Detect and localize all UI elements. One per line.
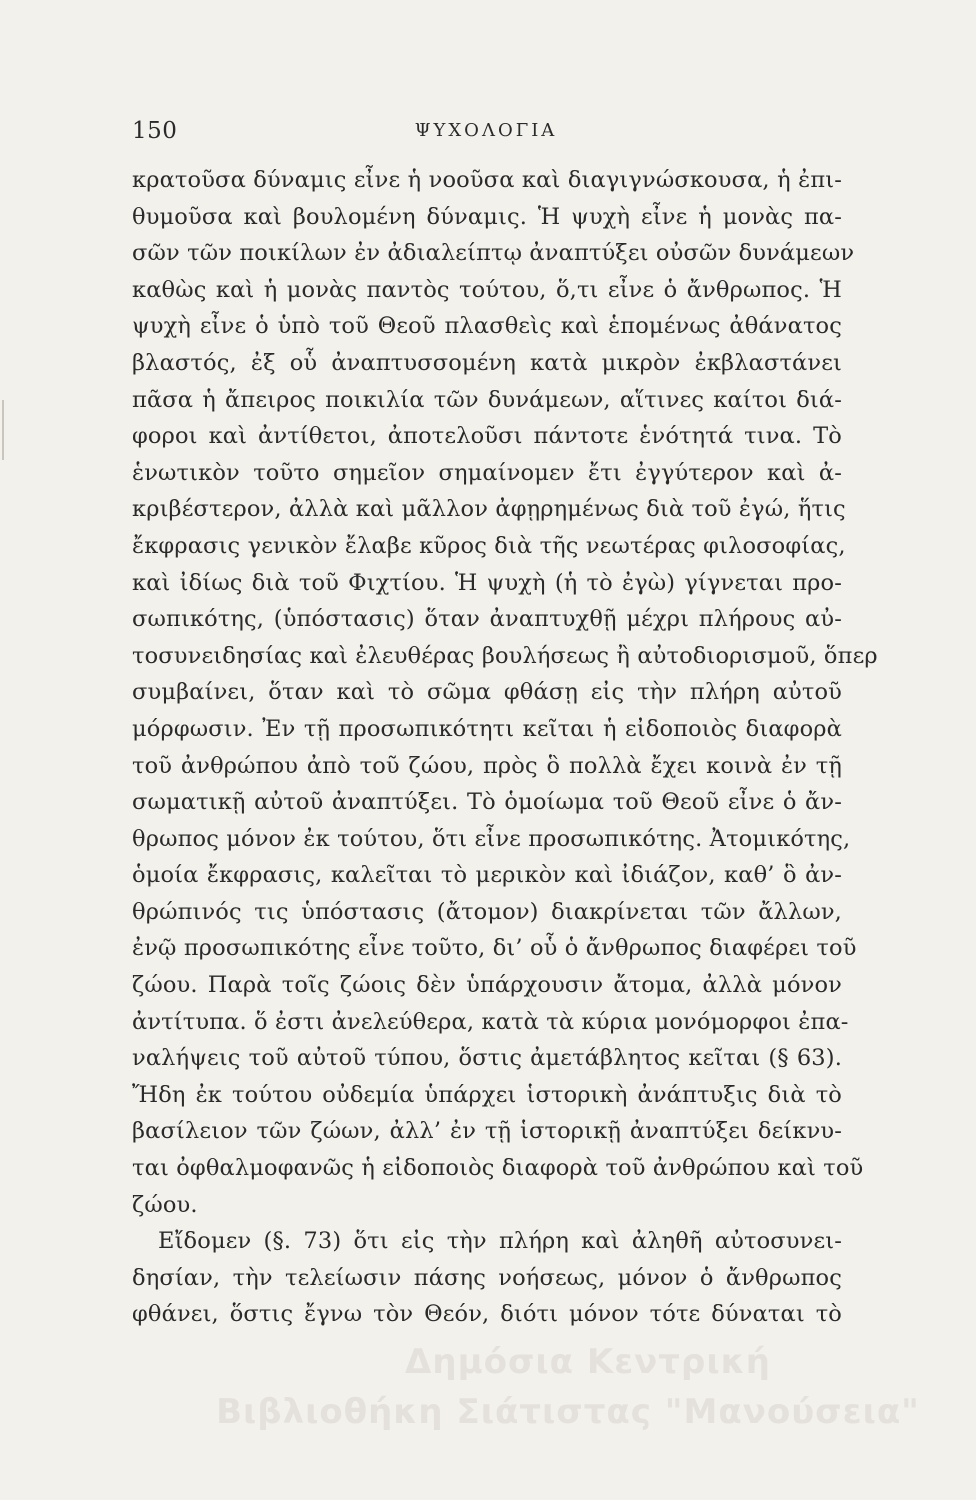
text-line: μόρφωσιν. Ἐν τῇ προσωπικότητι κεῖται ἡ εἰδοποιὸς διαφορὰ [132, 715, 842, 742]
text-line: ζώου. Παρὰ τοῖς ζώοις δὲν ὑπάρχουσιν ἄτομα, ἀλλὰ μόνον [132, 972, 842, 999]
text-line: ἀντίτυπα. ὅ ἐστι ἀνελεύθερα, κατὰ τὰ κύρια μονόμορφοι ἐπα- [132, 1008, 849, 1035]
page-header [132, 118, 840, 154]
text-line: δησίαν, τὴν τελείωσιν πάσης νοήσεως, μόνον ὁ ἄνθρωπος [132, 1264, 842, 1291]
text-line: ἐνῷ προσωπικότης εἶνε τοῦτο, δι’ οὗ ὁ ἄνθρωπος διαφέρει τοῦ [132, 935, 857, 962]
paragraph-start-line: Εἴδομεν (§. 73) ὅτι εἰς τὴν πλήρη καὶ ἀληθῆ αὐτοσυνει- [158, 1228, 842, 1255]
text-line: ται ὀφθαλμοφανῶς ἡ εἰδοποιὸς διαφορὰ τοῦ ἀνθρώπου καὶ τοῦ [132, 1155, 864, 1182]
text-line: τοσυνειδησίας καὶ ἐλευθέρας βουλήσεως ἢ αὐτοδιορισμοῦ, ὅπερ [132, 642, 878, 669]
text-line: ἑνωτικὸν τοῦτο σημεῖον σημαίνομεν ἔτι ἐγγύτερον καὶ ἀ- [132, 459, 842, 486]
text-line: σῶν τῶν ποικίλων ἐν ἀδιαλείπτῳ ἀναπτύξει οὐσῶν δυνάμεων [132, 240, 855, 267]
text-line: ὁμοία ἔκφρασις, καλεῖται τὸ μερικὸν καὶ ἰδιάζον, καθ’ ὃ ἀν- [132, 862, 842, 889]
library-watermark-line2: Βιβλιοθήκη Σιάτιστας "Μανούσεια" [216, 1392, 920, 1432]
text-line: ναλήψεις τοῦ αὐτοῦ τύπου, ὅστις ἀμετάβλητος κεῖται (§ 63). [132, 1045, 842, 1072]
page-number: 150 [132, 118, 178, 144]
text-line: κριβέστερον, ἀλλὰ καὶ μᾶλλον ἀφῃρημένως διὰ τοῦ ἐγώ, ἥτις [132, 496, 846, 523]
text-line: τοῦ ἀνθρώπου ἀπὸ τοῦ ζώου, πρὸς ὃ πολλὰ ἔχει κοινὰ ἐν τῇ [132, 752, 842, 779]
text-line: καθὼς καὶ ἡ μονὰς παντὸς τούτου, ὅ,τι εἶνε ὁ ἄνθρωπος. Ἡ [132, 276, 842, 303]
text-line: βασίλειον τῶν ζώων, ἀλλ’ ἐν τῇ ἱστορικῇ ἀναπτύξει δείκνυ- [132, 1118, 842, 1145]
text-line: ἔκφρασις γενικὸν ἔλαβε κῦρος διὰ τῆς νεωτέρας φιλοσοφίας, [132, 532, 846, 559]
text-line: ψυχὴ εἶνε ὁ ὑπὸ τοῦ Θεοῦ πλασθεὶς καὶ ἑπομένως ἀθάνατος [132, 313, 842, 340]
text-line: σωματικῇ αὐτοῦ ἀναπτύξει. Τὸ ὁμοίωμα τοῦ Θεοῦ εἶνε ὁ ἄν- [132, 789, 842, 816]
text-line: φοροι καὶ ἀντίθετοι, ἀποτελοῦσι πάντοτε ἑνότητά τινα. Τὸ [132, 423, 842, 450]
text-line: πᾶσα ἡ ἄπειρος ποικιλία τῶν δυνάμεων, αἵτινες καίτοι διά- [132, 386, 842, 413]
text-line: συμβαίνει, ὅταν καὶ τὸ σῶμα φθάσῃ εἰς τὴν πλήρη αὐτοῦ [132, 679, 842, 706]
text-line: θρώπινός τις ὑπόστασις (ἄτομον) διακρίνεται τῶν ἄλλων, [132, 898, 842, 925]
text-line: βλαστός, ἐξ οὗ ἀναπτυσσομένη κατὰ μικρὸν ἐκβλαστάνει [132, 349, 842, 376]
running-head: ΨΥΧΟΛΟΓΙΑ [414, 120, 558, 141]
text-line: κρατοῦσα δύναμις εἶνε ἡ νοοῦσα καὶ διαγιγνώσκουσα, ἡ ἐπι- [132, 167, 842, 193]
body-text [132, 162, 878, 1333]
text-line: θρωπος μόνον ἐκ τούτου, ὅτι εἶνε προσωπικότης. Ἀτομικότης, [132, 825, 851, 852]
margin-speck [2, 400, 4, 460]
text-line: Ἤδη ἐκ τούτου οὐδεμία ὑπάρχει ἱστορικὴ ἀνάπτυξις διὰ τὸ [132, 1081, 842, 1108]
text-line: καὶ ἰδίως διὰ τοῦ Φιχτίου. Ἡ ψυχὴ (ἡ τὸ ἐγὼ) γίγνεται προ- [132, 569, 842, 596]
text-line: σωπικότης, (ὑπόστασις) ὅταν ἀναπτυχθῇ μέχρι πλήρους αὐ- [132, 606, 842, 633]
text-line: θυμοῦσα καὶ βουλομένη δύναμις. Ἡ ψυχὴ εἶνε ἡ μονὰς πα- [132, 203, 842, 230]
library-watermark-line1: Δημόσια Κεντρική [405, 1342, 771, 1382]
text-line: φθάνει, ὅστις ἔγνω τὸν Θεόν, διότι μόνον τότε δύναται τὸ [132, 1301, 842, 1328]
paragraph-end-line: ζώου. [132, 1191, 198, 1218]
